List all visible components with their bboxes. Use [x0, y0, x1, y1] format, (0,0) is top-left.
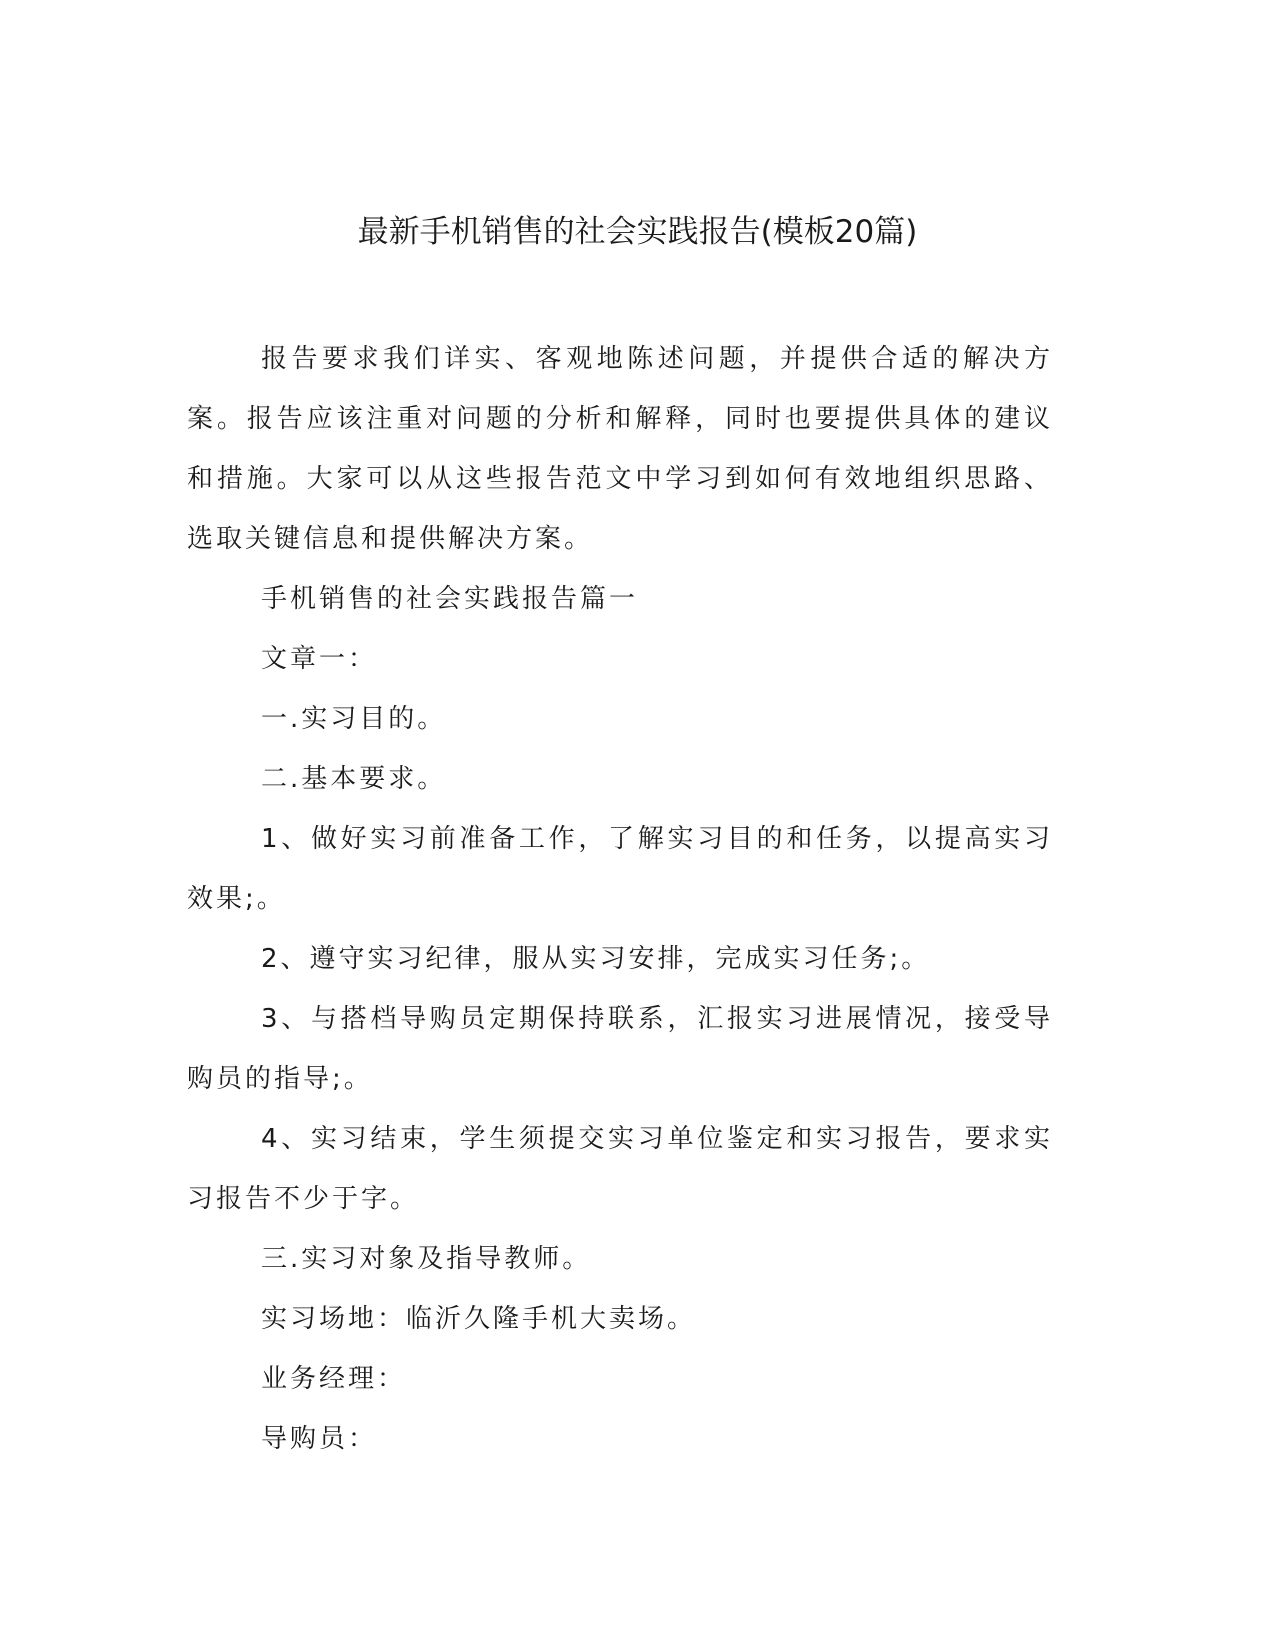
manager-line: 业务经理： [261, 1364, 407, 1394]
requirement-1: 1、做好实习前准备工作，了解实习目的和任务，以提高实习效果;。 [187, 824, 1053, 914]
intro-paragraph: 报告要求我们详实、客观地陈述问题，并提供合适的解决方案。报告应该注重对问题的分析和解释，同时也要提供具体的建议和措施。大家可以从这些报告范文中学习到如何有效地组织思路、选取关键信息和提供解决方案。 [187, 344, 1053, 554]
article-label: 文章一： [261, 644, 378, 674]
item-requirements: 二.基本要求。 [261, 764, 447, 794]
requirement-2: 2、遵守实习纪律，服从实习安排，完成实习任务;。 [261, 944, 931, 974]
item-subjects: 三.实习对象及指导教师。 [261, 1244, 592, 1274]
venue-line: 实习场地：临沂久隆手机大卖场。 [261, 1304, 697, 1334]
guide-line: 导购员： [261, 1424, 378, 1454]
document-body [187, 329, 1053, 1469]
requirement-4: 4、实习结束，学生须提交实习单位鉴定和实习报告，要求实习报告不少于字。 [187, 1124, 1053, 1214]
document-title: 最新手机销售的社会实践报告(模板20篇) [357, 214, 918, 250]
requirement-3: 3、与搭档导购员定期保持联系，汇报实习进展情况，接受导购员的指导;。 [187, 1004, 1053, 1094]
section-heading: 手机销售的社会实践报告篇一 [261, 584, 639, 614]
item-purpose: 一.实习目的。 [261, 704, 447, 734]
